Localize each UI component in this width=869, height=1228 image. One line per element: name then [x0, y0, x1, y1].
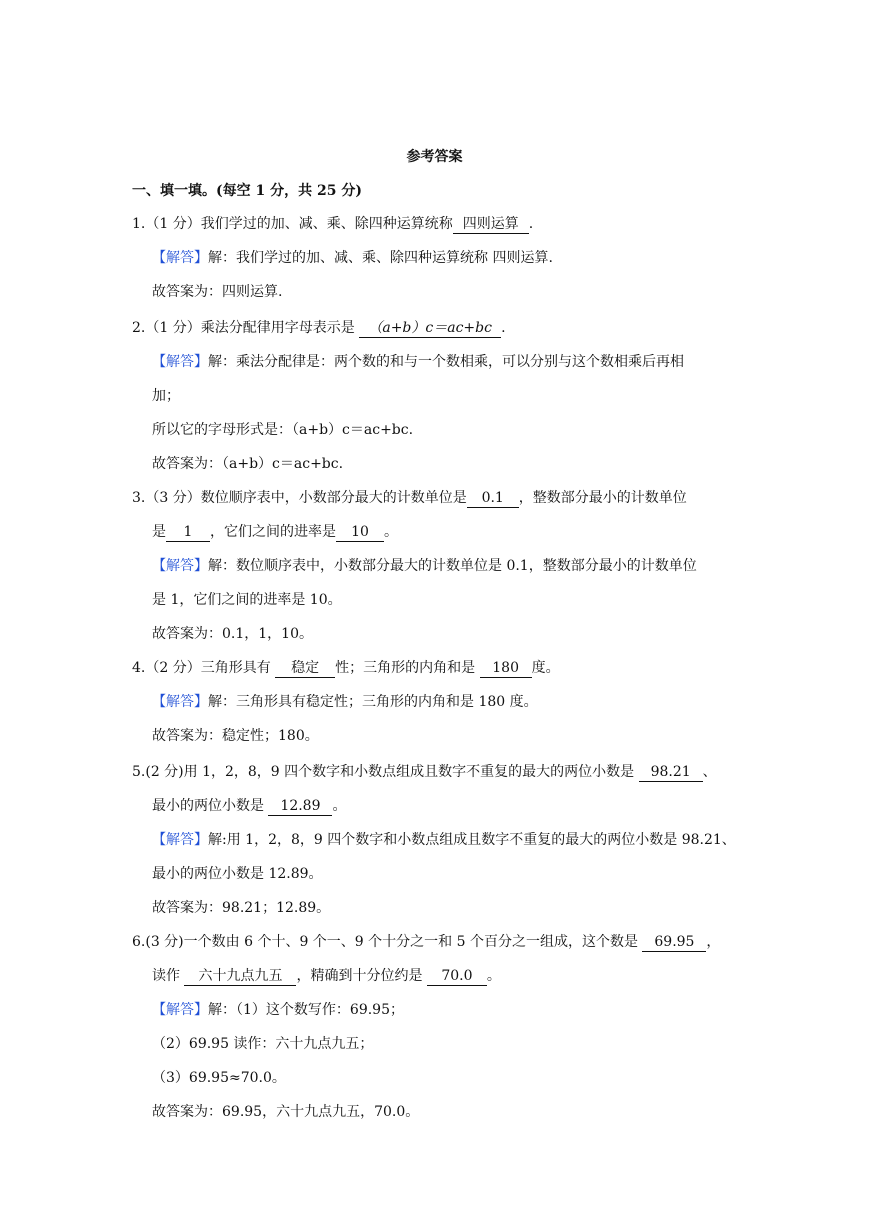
- q3-answer: 故答案为：0.1，1，10。: [152, 626, 313, 642]
- q4-answer: 故答案为：稳定性；180。: [152, 728, 319, 744]
- q3-solution-1: 【解答】解：数位顺序表中，小数部分最大的计数单位是 0.1，整数部分最小的计数单位: [152, 558, 697, 574]
- q6-solution-2: （2）69.95 读作：六十九点九五；: [152, 1036, 374, 1052]
- q1-blank-1: 四则运算: [453, 215, 529, 234]
- q1-answer: 故答案为：四则运算.: [152, 284, 283, 300]
- q5-solution-1: 【解答】解:用 1，2，8，9 四个数字和小数点组成且数字不重复的最大的两位小数是 98.21、: [152, 832, 736, 848]
- solution-tag: 【解答】: [152, 558, 208, 574]
- q6-solution-1: 【解答】解：（1）这个数写作：69.95；: [152, 1002, 404, 1018]
- q5-question-1: 5.(2 分)用 1，2，8，9 四个数字和小数点组成且数字不重复的最大的两位小数是 98.21 、: [132, 764, 717, 780]
- q6-question-1: 6.(3 分)一个数由 6 个十、9 个一、9 个十分之一和 5 个百分之一组成，这个数是 69.95 ，: [132, 934, 721, 950]
- q5-question-2: 最小的两位小数是 12.89 。: [152, 798, 347, 814]
- q5-answer: 故答案为：98.21；12.89。: [152, 900, 331, 916]
- q3-solution-2: 是 1，它们之间的进率是 10。: [152, 592, 342, 608]
- q3-text: 3.（3 分）数位顺序表中，小数部分最大的计数单位是: [132, 490, 467, 506]
- q6-question-2: 读作 六十九点九五 ，精确到十分位约是 70.0 。: [152, 968, 501, 984]
- q2-answer: 故答案为：（a+b）c＝ac+bc.: [152, 456, 344, 472]
- q5-solution-2: 最小的两位小数是 12.89。: [152, 866, 323, 882]
- q3-blank-3: 10: [336, 523, 384, 542]
- q1-text: 1.（1 分）我们学过的加、减、乘、除四种运算统称: [132, 216, 453, 232]
- q5-text: 5.(2 分)用 1，2，8，9 四个数字和小数点组成且数字不重复的最大的两位小数是: [132, 764, 639, 780]
- solution-tag: 【解答】: [152, 1002, 208, 1018]
- q5-blank-2: 12.89: [268, 797, 332, 816]
- q6-blank-3: 70.0: [427, 967, 487, 986]
- solution-tag: 【解答】: [152, 832, 208, 848]
- q3-blank-2: 1: [166, 523, 210, 542]
- q4-solution: 【解答】解：三角形具有稳定性；三角形的内角和是 180 度。: [152, 694, 538, 710]
- q6-blank-2: 六十九点九五: [184, 967, 296, 986]
- q2-blank-1: （a+b）c＝ac+bc: [359, 319, 501, 338]
- solution-tag: 【解答】: [152, 694, 208, 710]
- q4-blank-1: 稳定: [275, 659, 335, 678]
- q6-answer: 故答案为：69.95，六十九点九五，70.0。: [152, 1104, 420, 1120]
- solution-tag: 【解答】: [152, 250, 208, 266]
- q1-solution: 【解答】解：我们学过的加、减、乘、除四种运算统称 四则运算.: [152, 250, 553, 266]
- q2-solution-1: 【解答】解：乘法分配律是：两个数的和与一个数相乘，可以分别与这个数相乘后再相: [152, 354, 684, 370]
- q4-text: 4.（2 分）三角形具有: [132, 660, 276, 676]
- q2-solution-2: 加；: [152, 388, 180, 404]
- q3-blank-1: 0.1: [467, 489, 519, 508]
- section-heading: 一、填一填。(每空 1 分，共 25 分): [132, 183, 362, 199]
- q4-question: 4.（2 分）三角形具有 稳定 性；三角形的内角和是 180 度。: [132, 660, 560, 676]
- q6-solution-3: （3）69.95≈70.0。: [152, 1070, 286, 1086]
- q6-blank-1: 69.95: [642, 933, 706, 952]
- solution-tag: 【解答】: [152, 354, 208, 370]
- q6-text: 6.(3 分)一个数由 6 个十、9 个一、9 个十分之一和 5 个百分之一组成，这个数是: [132, 934, 643, 950]
- q2-text: 2.（1 分）乘法分配律用字母表示是: [132, 320, 360, 336]
- q5-blank-1: 98.21: [639, 763, 703, 782]
- q2-solution-3: 所以它的字母形式是：（a+b）c＝ac+bc.: [152, 422, 414, 438]
- page-title: 参考答案: [406, 149, 463, 165]
- q2-question: 2.（1 分）乘法分配律用字母表示是 （a+b）c＝ac+bc .: [132, 320, 506, 336]
- q3-question-2: 是 1 ，它们之间的进率是 10 。: [152, 524, 398, 540]
- q4-blank-2: 180: [480, 659, 532, 678]
- q3-question-1: 3.（3 分）数位顺序表中，小数部分最大的计数单位是 0.1 ，整数部分最小的计数单位: [132, 490, 687, 506]
- q1-question: 1.（1 分）我们学过的加、减、乘、除四种运算统称 四则运算 .: [132, 216, 534, 232]
